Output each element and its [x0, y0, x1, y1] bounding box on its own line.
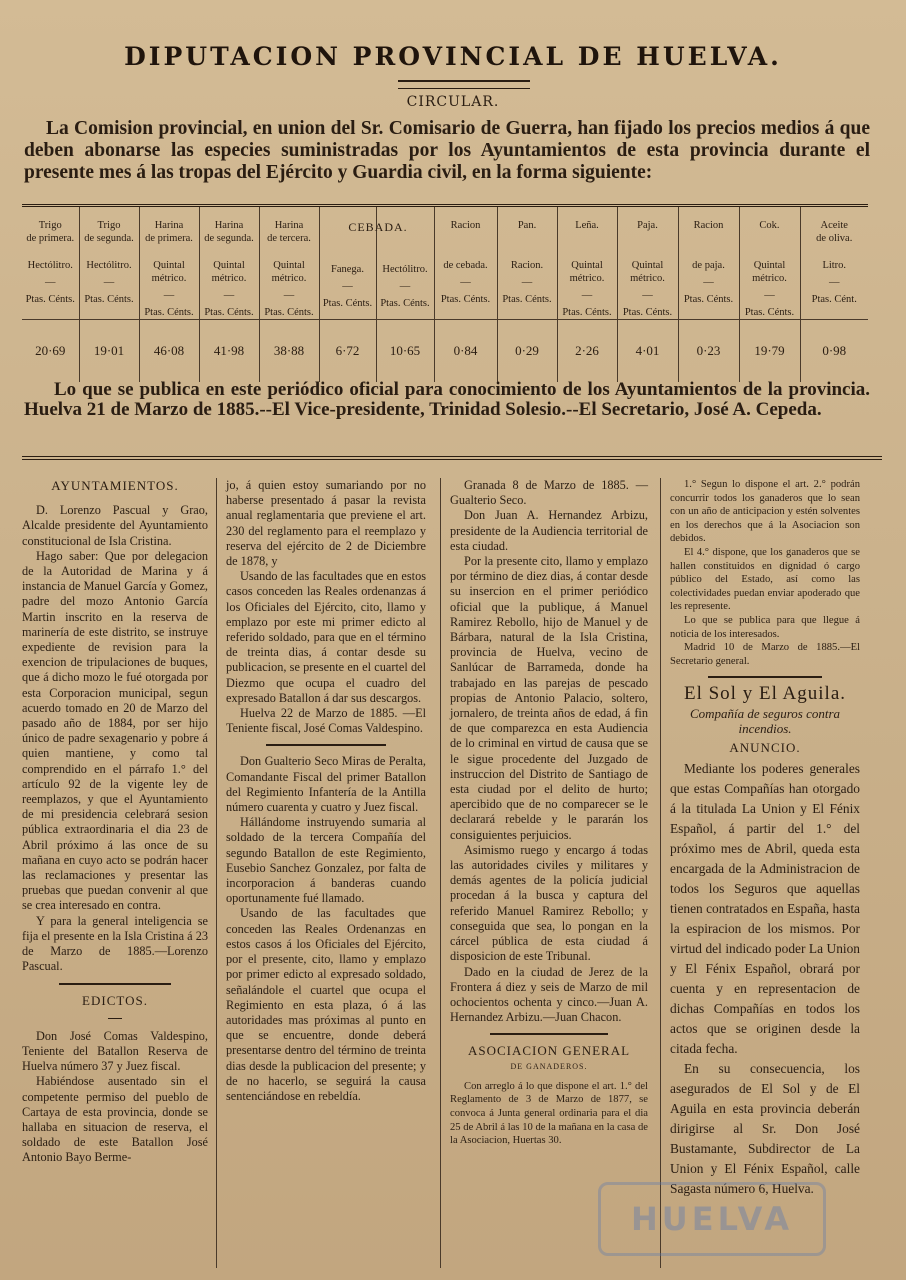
closing-paragraph: Lo que se publica en este periódico oficial para conocimiento de los Ayuntamientos de la provincia. Huelva 21 de Marzo de 1885.--El Vice-presidente, Trinidad Solesio.--El Secretario, José A. Cepeda.	[24, 379, 870, 420]
price-item-name: Harina	[274, 220, 304, 231]
price-value: 46·08	[139, 320, 199, 383]
separator	[708, 676, 822, 678]
price-value: 0·23	[678, 320, 739, 383]
circular-heading: CIRCULAR.	[406, 94, 500, 110]
notice-paragraph: Dado en la ciudad de Jerez de la Frontera á diez y seis de Marzo de mil ochocientos ochenta y cinco.—Juan A. Hernandez Arbizu.—Juan Chacon.	[450, 964, 648, 1025]
price-unit: Quintal métrico.	[151, 260, 187, 284]
price-item-name: Racion	[693, 220, 724, 231]
price-unit: Quintal métrico.	[271, 260, 307, 284]
edictos-heading: EDICTOS.	[82, 992, 148, 1008]
price-column-header: Hectólitro. — Ptas. Cénts.	[376, 206, 434, 320]
separator	[59, 983, 171, 985]
price-item-sub: de tercera.	[267, 233, 311, 244]
notice-paragraph: Asimismo ruego y encargo á todas las autoridades civiles y militares y demás agentes de la policía judicial procedan á la busca y captura del referido Manuel Ramirez Rebollo; y conseguida que sea, lo pongan en la cárcel pública de esta ciudad á disposicion de este Tribunal.	[450, 842, 648, 964]
notice-paragraph: Hállándome instruyendo sumaria al soldado de la tercera Compañía del segundo Batallon de este Regimiento, Eusebio Sanchez Gonzalez, por falta de incorporacion á banderas cuando oportunamente fué llamado.	[226, 815, 426, 906]
anuncio-heading: ANUNCIO.	[729, 739, 801, 755]
price-column-header: Aceite de oliva. Litro. — Ptas. Cént.	[800, 206, 868, 320]
price-column-header: Leña. Quintal métrico. — Ptas. Cénts.	[557, 206, 617, 320]
price-unit: Hectólitro.	[86, 260, 132, 271]
ayuntamientos-heading: AYUNTAMIENTOS.	[51, 478, 179, 493]
separator	[490, 1033, 609, 1035]
price-unit: Quintal métrico.	[569, 260, 605, 284]
notice-paragraph: Y para la general inteligencia se fija el presente en la Isla Cristina á 23 de Marzo de 1885.—Lorenzo Pascual.	[22, 913, 208, 974]
notice-paragraph: Lo que se publica para que llegue á noticia de los interesados.	[670, 614, 860, 640]
price-item-name: Cok.	[759, 220, 780, 231]
price-item-name: Racion	[450, 220, 481, 231]
price-item-name: Harina	[154, 220, 184, 231]
price-currency: Ptas. Cénts.	[622, 307, 673, 318]
price-item-name: Pan.	[517, 220, 537, 231]
price-column-header: Pan. Racion. — Ptas. Cénts.	[497, 206, 557, 320]
separator	[266, 744, 386, 746]
column-3	[450, 478, 648, 1268]
price-item-name: Harina	[214, 220, 244, 231]
price-column-header: Harina de tercera. Quintal métrico. — Ptas. Cénts.	[259, 206, 319, 320]
price-currency: Ptas. Cénts.	[264, 307, 314, 318]
price-currency: Ptas. Cénts.	[562, 307, 612, 318]
notice-paragraph: Don José Comas Valdespino, Teniente del Batallon Reserva de Huelva número 37 y Juez fiscal.	[22, 1028, 208, 1074]
price-unit: Quintal métrico.	[211, 260, 247, 284]
price-currency: Ptas. Cénts.	[502, 294, 552, 305]
price-currency: Ptas. Cénts.	[683, 294, 734, 305]
price-column-header: Harina de segunda. Quintal métrico. — Ptas. Cénts.	[199, 206, 259, 320]
price-currency: Ptas. Cénts.	[744, 307, 795, 318]
intro-paragraph: La Comision provincial, en union del Sr. Comisario de Guerra, han fijado los precios medios á que deben abonarse las especies suministradas por los Ayuntamientos de esta provincia durante el presente mes á las tropas del Ejército y Guardia civil, en la forma siguiente:	[24, 118, 870, 183]
price-item-sub: de segunda.	[204, 233, 254, 244]
notice-paragraph: Usando de las facultades que en estos casos conceden las Reales ordenanzas á los Oficiales del Ejército, cito, llamo y emplazo por este mi primer edicto al referido soldado, para que en el término de treinta dias, á contar desde su publicacion, se presente en el cuartel del Diezmo que ocupa el cuadro del expresado Batallon á dar sus descargos.	[226, 569, 426, 705]
notice-paragraph: Mediante los poderes generales que estas Compañías han otorgado á la titulada La Union y El Fénix Español, á partir del 1.° del próximo mes de Abril, queda esta encargada de la Administracion de todos los Seguros que aquellas tienen contratados en España, hasta la espiracion de los mismos. Por virtud del indicado poder La Union y El Fénix Español, obrará por cuenta y en representacion de dichas Compañías en todos los actos que se originen desde la citada fecha.	[670, 761, 860, 1057]
price-value: 4·01	[617, 320, 678, 383]
price-value: 0·84	[434, 320, 497, 383]
price-column-header: CEBADA. Fanega. — Ptas. Cénts.	[319, 206, 376, 320]
notice-paragraph: Habiéndose ausentado sin el competente permiso del pueblo de Cartaya de esta provincia, donde se hallaba en situacion de reserva, el soldado de este Batallon José Antonio Bayo Berme-	[22, 1074, 208, 1165]
price-item-name: Paja.	[637, 220, 658, 231]
masthead-ornament	[398, 80, 530, 89]
separator	[108, 1018, 122, 1019]
notice-paragraph: 1.° Segun lo dispone el art. 2.° podrán concurrir todos los ganaderos que lo sean con un año de anticipacion y estén solventes en los derechos que á la Asociacion son debidos.	[670, 479, 860, 545]
price-unit: Fanega.	[331, 264, 364, 275]
price-unit: Hectólitro.	[382, 264, 428, 275]
price-currency: Ptas. Cénts.	[204, 307, 254, 318]
column-2	[226, 478, 426, 1268]
notice-paragraph: Don Juan A. Hernandez Arbizu, presidente de la Audiencia territorial de esta ciudad.	[450, 508, 648, 553]
price-value: 10·65	[376, 320, 434, 383]
price-currency: Ptas. Cénts.	[380, 298, 430, 309]
price-unit: Quintal métrico.	[752, 260, 787, 284]
price-column-header: Paja. Quintal métrico. — Ptas. Cénts.	[617, 206, 678, 320]
price-item-sub: de primera.	[145, 233, 193, 244]
asociacion-subheading: DE GANADEROS.	[510, 1061, 588, 1071]
price-currency: Ptas. Cénts.	[440, 294, 491, 305]
price-value: 38·88	[259, 320, 319, 383]
notice-paragraph: El 4.° dispone, que los ganaderos que se hallen constituidos en dignidad ó cargo público del Estado, así como las colectividades puedan enviar apoderado que les represente.	[670, 546, 860, 613]
column-4	[670, 478, 860, 1268]
price-unit: Racion.	[510, 260, 544, 271]
price-unit: de cebada.	[443, 260, 488, 271]
price-value: 19·01	[79, 320, 139, 383]
price-item-name: Leña.	[575, 220, 599, 231]
price-column-header: Racion de cebada. — Ptas. Cénts.	[434, 206, 497, 320]
price-unit: Quintal métrico.	[630, 260, 665, 284]
notice-paragraph: Don Gualterio Seco Miras de Peralta, Comandante Fiscal del primer Batallon del Regimiento Infantería de la Antilla número cuarenta y cuatro y Juez fiscal.	[226, 754, 426, 815]
section-rule	[22, 456, 882, 460]
price-unit: Hectólitro.	[27, 260, 73, 271]
price-item-sub: de primera.	[26, 233, 75, 244]
price-item-name: Trigo	[97, 220, 121, 231]
column-divider	[440, 478, 441, 1268]
price-value: 0·98	[800, 320, 868, 383]
column-1	[22, 478, 208, 1268]
notice-paragraph: Granada 8 de Marzo de 1885. —Gualterio Seco.	[450, 478, 648, 508]
notice-paragraph: Hago saber: Que por delegacion de la Autoridad de Marina y á instancia de Manuel García y Gomez, padre del mozo Antonio García Martin inscrito en la reserva de marinería de este distrito, se instruye expediente de revision para la exencion de tripulaciones de buques, que á dicho mozo le fué otorgada por esta Corporacion municipal, segun acuerdo tomado en 20 de Marzo del pasado año de 1884, por ser hijo único de padre sexagenario y pobre á quien mantiene, y como tal comprendido en el párrafo 1.° del artículo 92 de la vigente ley de reemplazos, y que el Ayuntamiento de mi presidencia celebrará sesion pública extraordinaria el dia 23 de Abril próximo á las once de su mañana en cuyo acto se podrán hacer las reclamaciones y presentar las pruebas que puedan convenir al que se crea interesado en contra.	[22, 548, 208, 913]
archive-stamp: HUELVA	[598, 1182, 826, 1256]
asociacion-heading: ASOCIACION GENERAL	[467, 1043, 631, 1059]
notice-paragraph: Madrid 10 de Marzo de 1885.—El Secretario general.	[670, 642, 860, 667]
price-item-name: Trigo	[38, 220, 62, 231]
price-value: 19·79	[739, 320, 800, 383]
notice-paragraph: D. Lorenzo Pascual y Grao, Alcalde presidente del Ayuntamiento constitucional de Isla Cristina.	[22, 503, 208, 548]
price-value: 0·29	[497, 320, 557, 383]
notice-paragraph: Huelva 22 de Marzo de 1885. —El Teniente fiscal, José Comas Valdespino.	[226, 706, 426, 736]
notice-paragraph: Usando de las facultades que conceden las Reales Ordenanzas en estos casos á los Oficiales del Ejército, por el presente, cito, llamo y emplazo por primer edicto al expresado soldado, señalándole el cuartel que ocupa el Regimiento en esta plaza, ó á las autoridades mas próximas al punto en que se encuentre, donde deberá presentarse dentro del término de treinta dias desde la publicacion del presente; y de no hacerlo, se seguirá la causa sentenciándose en rebeldía.	[226, 906, 426, 1103]
notice-paragraph: En su consecuencia, los asegurados de El Sol y de El Aguila en esta provincia deberán dirigirse al Sr. Don José Bustamante, Subdirector de La Union y El Fénix Español, calle Sagasta número 6, Huelva.	[670, 1061, 860, 1197]
cebada-group-label: CEBADA.	[348, 220, 408, 234]
price-table	[22, 204, 868, 382]
price-unit: de paja.	[692, 260, 725, 271]
price-currency: Ptas. Cénts.	[322, 298, 373, 309]
column-divider	[216, 478, 217, 1268]
price-currency: Ptas. Cént.	[811, 294, 857, 305]
sol-aguila-title: El Sol y El Aguila.	[683, 683, 847, 705]
price-column-header: Harina de primera. Quintal métrico. — Ptas. Cénts.	[139, 206, 199, 320]
price-item-name: Aceite	[820, 220, 848, 231]
price-currency: Ptas. Cénts.	[84, 294, 134, 305]
price-value: 41·98	[199, 320, 259, 383]
notice-paragraph: Con arreglo á lo que dispone el art. 1.° del Reglamento de 3 de Marzo de 1877, se convoca á Junta general ordinaria para el dia 25 de Abril á las 10 de la mañana en la casa de la Asociacion, Huertas 30.	[450, 1080, 648, 1147]
price-unit: Litro.	[822, 260, 847, 271]
price-currency: Ptas. Cénts.	[144, 307, 194, 318]
price-column-header: Trigo de primera. Hectólitro. — Ptas. Cénts.	[22, 206, 79, 320]
notice-paragraph: jo, á quien estoy sumariando por no haberse presentado á pasar la revista anual reglamentaria que previene el art. 230 del reglamento para el reemplazo y reserva del ejército de 2 de Diciembre de 1878, y	[226, 478, 426, 569]
price-value: 6·72	[319, 320, 376, 383]
column-divider	[660, 478, 661, 1268]
price-currency: Ptas. Cénts.	[25, 294, 75, 305]
price-item-sub: de segunda.	[84, 233, 134, 244]
price-value: 20·69	[22, 320, 79, 383]
price-value: 2·26	[557, 320, 617, 383]
masthead-title: DIPUTACION PROVINCIAL DE HUELVA.	[124, 42, 782, 71]
notice-paragraph: Por la presente cito, llamo y emplazo por término de diez dias, á contar desde su insercion en el primer periódico oficial que la publique, á Manuel Ramirez Rebollo, hijo de Manuel y de Bárbara, natural de la Isla Cristina, provincia de Huelva, vecino de Sanlúcar de Barrameda, donde ha trabajado en las parejas de pescado propias de Antonio Palacio, soltero, jornalero, de treinta años de edad, á fin de que comparezca en esta Audiencia de lo criminal en virtud de causa que se le sigue procedente del Juzgado de instruccion del Distrito de Santiago de esta ciudad por el delito de hurto; apercibido que de no comparecer se le declarará rebelde y le pararán los consiguientes perjuicios.	[450, 554, 648, 842]
sol-aguila-subtitle: Compañía de seguros contra incendios.	[689, 705, 841, 736]
price-column-header: Cok. Quintal métrico. — Ptas. Cénts.	[739, 206, 800, 320]
price-column-header: Racion de paja. — Ptas. Cénts.	[678, 206, 739, 320]
price-item-sub: de oliva.	[816, 233, 853, 244]
price-column-header: Trigo de segunda. Hectólitro. — Ptas. Cénts.	[79, 206, 139, 320]
